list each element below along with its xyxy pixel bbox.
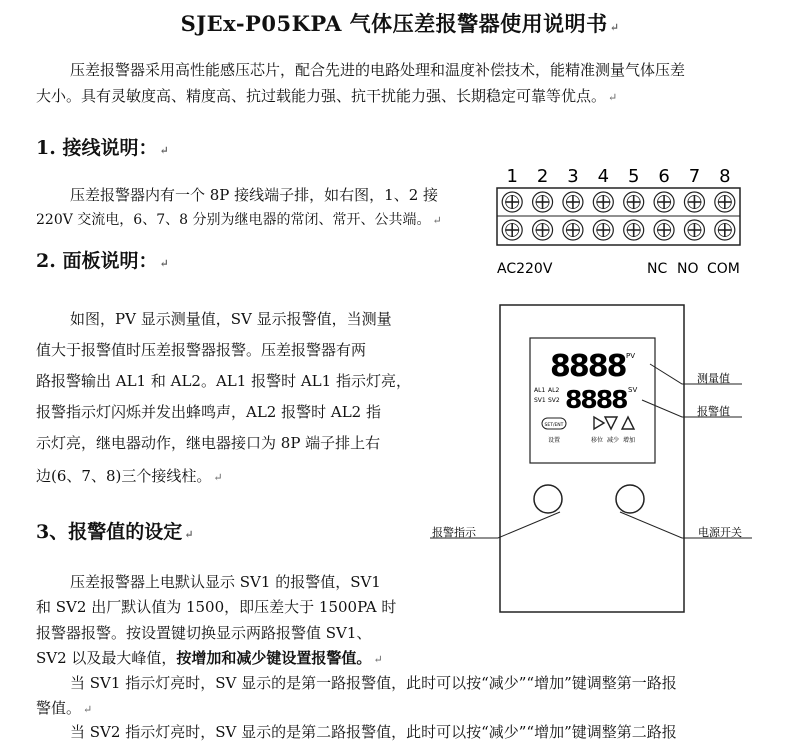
terminal-label-ac220v: AC220V	[497, 261, 553, 277]
section-2-line-2: 值大于报警值时压差报警器报警。压差报警器有两	[36, 341, 367, 359]
terminal-screw-icon	[593, 192, 613, 212]
section-3-bold-note: 按增加和减少键设置报警值。	[176, 649, 372, 667]
section-2-line-6: 边(6、7、8)三个接线柱。 ↵	[36, 467, 223, 485]
sv2-label: SV2	[548, 397, 560, 404]
terminal-label-nc: NC	[647, 261, 668, 277]
controller-panel-figure	[430, 300, 770, 620]
terminal-number: 3	[567, 166, 579, 187]
terminal-screw-icon	[533, 220, 553, 240]
terminal-screw-icon	[624, 192, 644, 212]
section-3-line-5: 当 SV1 指示灯亮时，SV 显示的是第一路报警值，此时可以按“减少”“增加”键调整第一路报	[70, 674, 677, 692]
terminal-screw-icon	[593, 220, 613, 240]
section-3-line-6: 警值。 ↵	[36, 699, 93, 717]
display-sv-value: 8888	[565, 385, 627, 414]
terminal-number: 7	[688, 166, 701, 187]
terminal-screw-icon	[502, 220, 522, 240]
section-2-heading: 2. 面板说明： ↵	[36, 250, 169, 272]
shift-caption: 移位	[591, 437, 604, 444]
section-3-line-4: SV2 以及最大峰值，按增加和减少键设置报警值。 ↵	[36, 649, 383, 667]
section-3-line-7: 当 SV2 指示灯亮时，SV 显示的是第二路报警值，此时可以按“减少”“增加”键调整第二路报	[70, 723, 677, 741]
section-1-line-2: 220V 交流电，6、7、8 分别为继电器的常闭、常开、公共端。 ↵	[36, 212, 442, 228]
section-3-line-3: 报警器报警。按设置键切换显示两路报警值 SV1、	[36, 624, 372, 642]
section-1-line-1: 压差报警器内有一个 8P 接线端子排，如右图，1、2 接	[70, 186, 439, 204]
terminal-label-no: NO	[677, 261, 699, 277]
increase-caption: 增加	[623, 437, 636, 444]
terminal-number: 1	[506, 166, 518, 187]
sv-label: SV	[628, 386, 638, 394]
terminal-number: 5	[627, 166, 640, 187]
terminal-screw-icon	[715, 192, 735, 212]
terminal-number: 6	[658, 166, 670, 187]
section-3-line-1: 压差报警器上电默认显示 SV1 的报警值，SV1	[70, 573, 381, 591]
terminal-label-com: COM	[707, 261, 740, 277]
terminal-screw-icon	[563, 192, 583, 212]
terminal-screw-icon	[654, 220, 674, 240]
al2-label: AL2	[548, 387, 560, 394]
terminal-number: 8	[719, 166, 731, 187]
set-caption: 设置	[548, 437, 561, 444]
terminal-screw-icon	[684, 192, 704, 212]
document-title: SJEx-P05KPA 气体压差报警器使用说明书 ↵	[180, 11, 620, 36]
al1-label: AL1	[534, 387, 546, 394]
section-3-heading: 3、报警值的设定 ↵	[36, 521, 194, 543]
section-3-line-2: 和 SV2 出厂默认值为 1500，即压差大于 1500PA 时	[36, 598, 397, 616]
alarm-indicator-lamp	[534, 485, 562, 513]
terminal-screw-icon	[563, 220, 583, 240]
terminal-screw-icon	[654, 192, 674, 212]
section-2-line-1: 如图，PV 显示测量值，SV 显示报警值，当测量	[70, 310, 392, 328]
terminal-number: 2	[536, 166, 549, 187]
section-2-line-3: 路报警输出 AL1 和 AL2。AL1 报警时 AL1 指示灯亮，	[36, 372, 411, 390]
set-ent-button-label: SET/ENT	[544, 423, 564, 428]
callout-measure-value: 测量值	[697, 372, 730, 385]
terminal-screw-icon	[502, 192, 522, 212]
terminal-screw-icon	[533, 192, 553, 212]
display-pv-value: 8888	[550, 349, 626, 384]
terminal-number: 4	[597, 166, 610, 187]
terminal-screw-icon	[715, 220, 735, 240]
terminal-screw-icon	[684, 220, 704, 240]
power-switch	[616, 485, 644, 513]
callout-alarm-value: 报警值	[697, 405, 730, 418]
intro-line-1: 压差报警器采用高性能感压芯片，配合先进的电路处理和温度补偿技术，能精准测量气体压差	[70, 61, 686, 79]
callout-alarm-indicator: 报警指示	[432, 526, 476, 539]
decrease-caption: 减少	[607, 437, 620, 444]
sv1-label: SV1	[534, 397, 546, 404]
section-2-line-5: 示灯亮，继电器动作，继电器接口为 8P 端子排上右	[36, 434, 381, 452]
intro-line-2: 大小。具有灵敏度高、精度高、抗过载能力强、抗干扰能力强、长期稳定可靠等优点。 ↵	[36, 87, 618, 105]
terminal-block-figure	[490, 160, 755, 285]
section-2-line-4: 报警指示灯闪烁并发出蜂鸣声，AL2 报警时 AL2 指	[36, 403, 381, 421]
callout-power-switch: 电源开关	[698, 526, 742, 539]
section-1-heading: 1. 接线说明： ↵	[36, 137, 169, 159]
terminal-screw-icon	[624, 220, 644, 240]
pv-label: PV	[626, 352, 636, 360]
